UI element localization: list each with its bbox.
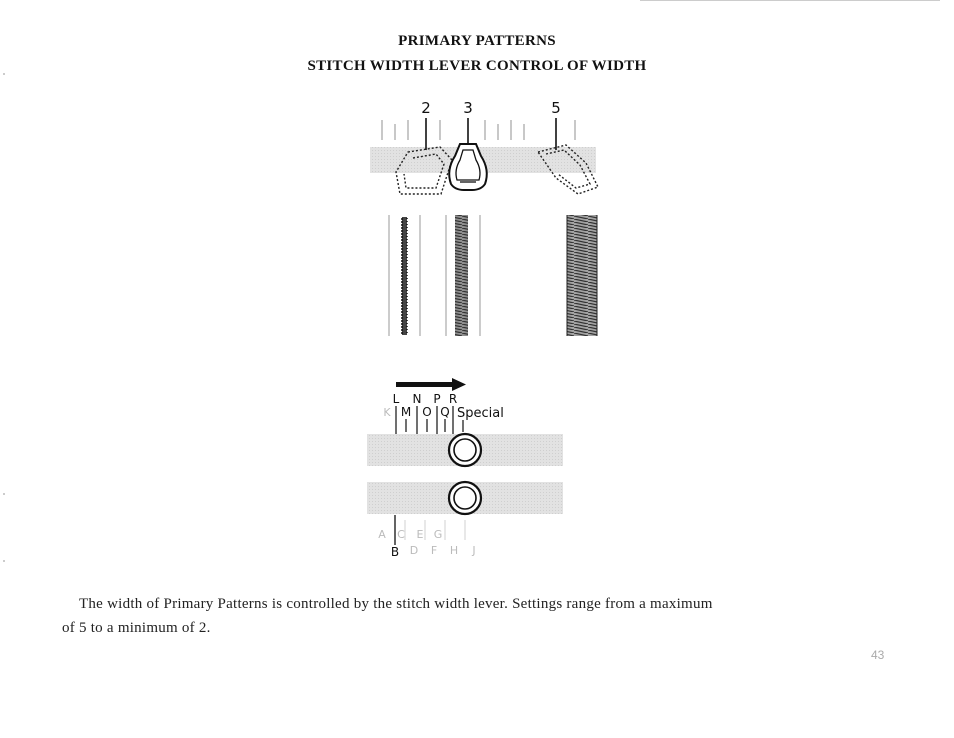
special-label: Special <box>457 406 504 421</box>
page-subheading: STITCH WIDTH LEVER CONTROL OF WIDTH <box>307 58 647 74</box>
scale-ticks <box>382 120 575 140</box>
body-paragraph <box>62 592 902 640</box>
selector-letter-N: N <box>412 392 422 406</box>
selector-letter-R: R <box>448 392 458 406</box>
pointer-lines <box>426 118 556 150</box>
page-heading: PRIMARY PATTERNS <box>398 33 556 49</box>
selector-letter-K: K <box>383 406 391 419</box>
page-number: 43 <box>871 648 885 662</box>
selector-letter-P: P <box>433 392 441 406</box>
width-scale-diagram <box>370 99 598 194</box>
faint-letter-E: E <box>416 528 424 541</box>
bottom-letter-B: B <box>390 545 400 559</box>
faint-letter-H: H <box>449 544 459 557</box>
stitch-sample-width-3 <box>446 215 480 336</box>
faint-letter-J: J <box>472 544 476 557</box>
selector-letter-M: M <box>400 405 412 419</box>
direction-arrow <box>396 378 466 391</box>
stitch-samples <box>389 215 597 336</box>
body-line-2: of 5 to a minimum of 2. <box>62 620 211 636</box>
faint-letter-C: C <box>397 528 405 541</box>
body-line-1: The width of Primary Patterns is controlled by the stitch width lever. Settings range from a maximum <box>79 596 713 612</box>
selector-letter-Q: Q <box>440 405 450 419</box>
faint-letter-F: F <box>430 544 438 557</box>
position-label-3: 3 <box>463 99 473 117</box>
faint-letter-G: G <box>433 528 443 541</box>
selector-letter-O: O <box>422 405 432 419</box>
faint-letter-D: D <box>409 544 419 557</box>
stitch-sample-width-5 <box>567 215 597 336</box>
selector-knob-upper <box>449 434 481 466</box>
position-label-2: 2 <box>421 99 431 117</box>
margin-scan-marks <box>3 0 940 562</box>
position-label-5: 5 <box>551 99 561 117</box>
pattern-selector-diagram <box>367 378 563 559</box>
selector-letter-L: L <box>392 392 400 406</box>
faint-letter-A: A <box>378 528 386 541</box>
selector-knob-lower <box>449 482 481 514</box>
stitch-sample-width-2 <box>389 215 420 336</box>
